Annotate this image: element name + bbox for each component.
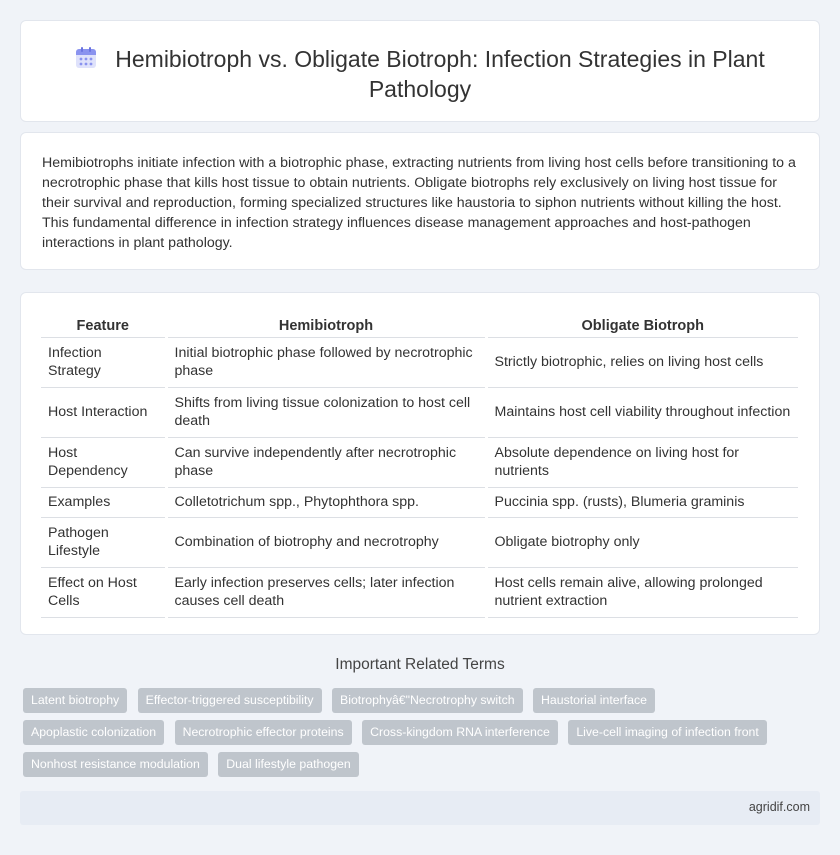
feature-cell: Infection Strategy bbox=[41, 337, 166, 387]
table-row bbox=[41, 517, 798, 567]
related-term-tag[interactable]: Biotrophyâ€"Necrotrophy switch bbox=[332, 688, 523, 713]
feature-cell: Host Interaction bbox=[41, 387, 166, 437]
page-title: Hemibiotroph vs. Obligate Biotroph: Infection Strategies in Plant Pathology bbox=[115, 46, 765, 102]
column-header: Feature bbox=[41, 316, 166, 337]
hemibiotroph-cell: Shifts from living tissue colonization to host cell death bbox=[166, 387, 486, 437]
related-term-tag[interactable]: Apoplastic colonization bbox=[23, 720, 164, 745]
obligate-biotroph-cell: Puccinia spp. (rusts), Blumeria graminis bbox=[486, 487, 798, 517]
related-term-tag[interactable]: Effector-triggered susceptibility bbox=[138, 688, 322, 713]
hemibiotroph-cell: Early infection preserves cells; later infection causes cell death bbox=[166, 567, 486, 617]
table-row bbox=[41, 437, 798, 487]
footer bbox=[20, 791, 820, 825]
intro-card bbox=[20, 132, 820, 270]
related-term-tag[interactable]: Cross-kingdom RNA interference bbox=[362, 720, 558, 745]
hemibiotroph-cell: Can survive independently after necrotrophic phase bbox=[166, 437, 486, 487]
obligate-biotroph-cell: Maintains host cell viability throughout infection bbox=[486, 387, 798, 437]
comparison-table bbox=[41, 316, 798, 618]
table-row bbox=[41, 387, 798, 437]
comparison-card bbox=[20, 292, 820, 635]
page-title-block bbox=[51, 44, 789, 104]
related-terms-heading: Important Related Terms bbox=[335, 656, 505, 673]
title-card bbox=[20, 20, 820, 122]
table-header-row bbox=[41, 316, 798, 337]
calendar-icon bbox=[75, 47, 97, 69]
obligate-biotroph-cell: Host cells remain alive, allowing prolonged nutrient extraction bbox=[486, 567, 798, 617]
feature-cell: Pathogen Lifestyle bbox=[41, 517, 166, 567]
related-term-tag[interactable]: Dual lifestyle pathogen bbox=[218, 752, 358, 777]
obligate-biotroph-cell: Obligate biotrophy only bbox=[486, 517, 798, 567]
related-term-tag[interactable]: Necrotrophic effector proteins bbox=[175, 720, 352, 745]
column-header: Hemibiotroph bbox=[166, 316, 486, 337]
footer-site-link[interactable]: agridif.com bbox=[748, 800, 810, 814]
feature-cell: Effect on Host Cells bbox=[41, 567, 166, 617]
hemibiotroph-cell: Initial biotrophic phase followed by necrotrophic phase bbox=[166, 337, 486, 387]
column-header: Obligate Biotroph bbox=[486, 316, 798, 337]
hemibiotroph-cell: Combination of biotrophy and necrotrophy bbox=[166, 517, 486, 567]
feature-cell: Host Dependency bbox=[41, 437, 166, 487]
intro-paragraph: Hemibiotrophs initiate infection with a biotrophic phase, extracting nutrients from living host cells before transitioning to a necrotrophic phase that kills host tissue to obtain nutrients. Obligate biotrophs rely exclusively on living host tissue for their survival and reproduction, forming specialized structures like haustoria to siphon nutrients without killing the host. This fundamental difference in infection strategy influences disease management approaches and host-pathogen interactions in plant pathology. bbox=[42, 155, 796, 251]
related-term-tag[interactable]: Haustorial interface bbox=[533, 688, 655, 713]
related-term-tag[interactable]: Latent biotrophy bbox=[23, 688, 127, 713]
hemibiotroph-cell: Colletotrichum spp., Phytophthora spp. bbox=[166, 487, 486, 517]
obligate-biotroph-cell: Strictly biotrophic, relies on living host cells bbox=[486, 337, 798, 387]
related-term-tag[interactable]: Nonhost resistance modulation bbox=[23, 752, 208, 777]
table-row bbox=[41, 337, 798, 387]
obligate-biotroph-cell: Absolute dependence on living host for nutrients bbox=[486, 437, 798, 487]
related-terms-list bbox=[23, 688, 803, 784]
feature-cell: Examples bbox=[41, 487, 166, 517]
table-row bbox=[41, 567, 798, 617]
table-row bbox=[41, 487, 798, 517]
related-term-tag[interactable]: Live-cell imaging of infection front bbox=[568, 720, 767, 745]
